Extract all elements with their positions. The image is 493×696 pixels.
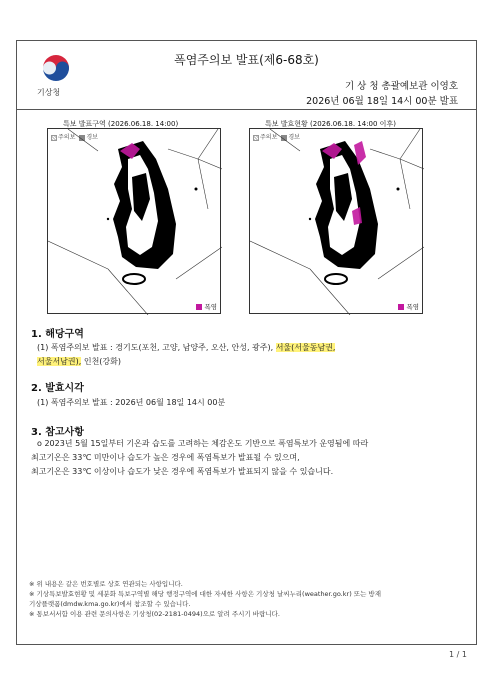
korea-map-icon	[48, 129, 222, 315]
legend-warning-label: 경보	[86, 134, 98, 141]
section-3-line-3: 최고기온은 33℃ 이상이나 습도가 낮은 경우에 폭염특보가 발표되지 않을 수 있습니다.	[31, 467, 334, 476]
heat-swatch-icon	[398, 304, 404, 310]
korea-map-icon	[250, 129, 424, 315]
issued-time: 2026년 06월 18일 14시 00분 발표	[306, 96, 458, 107]
section-3-line-2: 최고기온은 33℃ 미만이나 습도가 높은 경우에 폭염특보가 발표될 수 있으며,	[31, 453, 300, 462]
section-3-line-1: o 2023년 5월 15일부터 기온과 습도를 고려하는 체감온도 기반으로 폭염특보가 운영됨에 따라	[37, 439, 369, 448]
footnote: ※ 기상특보발효현황 및 세분화 특보구역별 해당 행정구역에 대한 자세한 사항은 기상청 날씨누리(weather.go.kr) 또는 방재	[29, 590, 381, 598]
logo-label: 기상청	[37, 88, 61, 97]
footnote: ※ 통보서서함 이용 관련 문의사항은 기상청(02-2181-0494)으로 알려 주시기 바랍니다.	[29, 610, 280, 618]
legend-heat-label: 폭염	[204, 303, 217, 311]
footnote: 기상플랫폼(dmdw.kma.go.kr)에서 참조할 수 있습니다.	[29, 600, 191, 608]
page-number: 1 / 1	[449, 650, 467, 659]
section-heading: 3. 참고사항	[31, 427, 84, 438]
section-1-line-1	[37, 342, 335, 353]
map-effective	[249, 128, 423, 314]
section-2-line-1: (1) 폭염주의보 발표 : 2026년 06월 18일 14시 00분	[37, 398, 226, 407]
legend-heat-label: 폭염	[406, 303, 419, 311]
section-1-line-2	[37, 356, 121, 367]
map-panel	[17, 116, 476, 316]
heat-legend	[398, 302, 419, 311]
section-2-heading	[31, 379, 84, 394]
heat-legend	[196, 302, 217, 311]
map-title-issued: 특보 발표구역 (2026.06.18. 14:00)	[63, 120, 179, 128]
section-3-heading	[31, 423, 84, 438]
issuer-name: 기 상 청 총괄예보관 이영호	[344, 81, 458, 92]
legend-advisory-label: 주의보	[260, 134, 278, 141]
region-text: (1) 폭염주의보 발표 : 경기도(포천, 고양, 남양주, 오산, 안성, 광주),	[37, 343, 276, 352]
section-heading: 1. 해당구역	[31, 329, 84, 340]
highlighted-region: 서울(서울동남권,	[275, 343, 336, 352]
section-1-heading	[31, 325, 84, 340]
legend-warning-label: 경보	[288, 134, 300, 141]
heat-swatch-icon	[196, 304, 202, 310]
region-text: 인천(강화)	[81, 357, 122, 366]
bulletin-frame	[16, 40, 477, 645]
section-heading: 2. 발효시각	[31, 383, 84, 394]
bulletin-header	[17, 41, 476, 110]
page-title: 폭염주의보 발표(제6-68호)	[174, 53, 319, 67]
issuer-line	[345, 78, 458, 92]
highlighted-region: 서울서남권),	[37, 357, 82, 366]
footnotes	[29, 579, 381, 619]
map-title-effective: 특보 발효현황 (2026.06.18. 14:00 이후)	[265, 120, 396, 128]
footnote: ※ 위 내용은 같은 번호별로 상호 연관되는 사항입니다.	[29, 580, 183, 588]
map-issued	[47, 128, 221, 314]
legend-advisory-label: 주의보	[58, 134, 76, 141]
